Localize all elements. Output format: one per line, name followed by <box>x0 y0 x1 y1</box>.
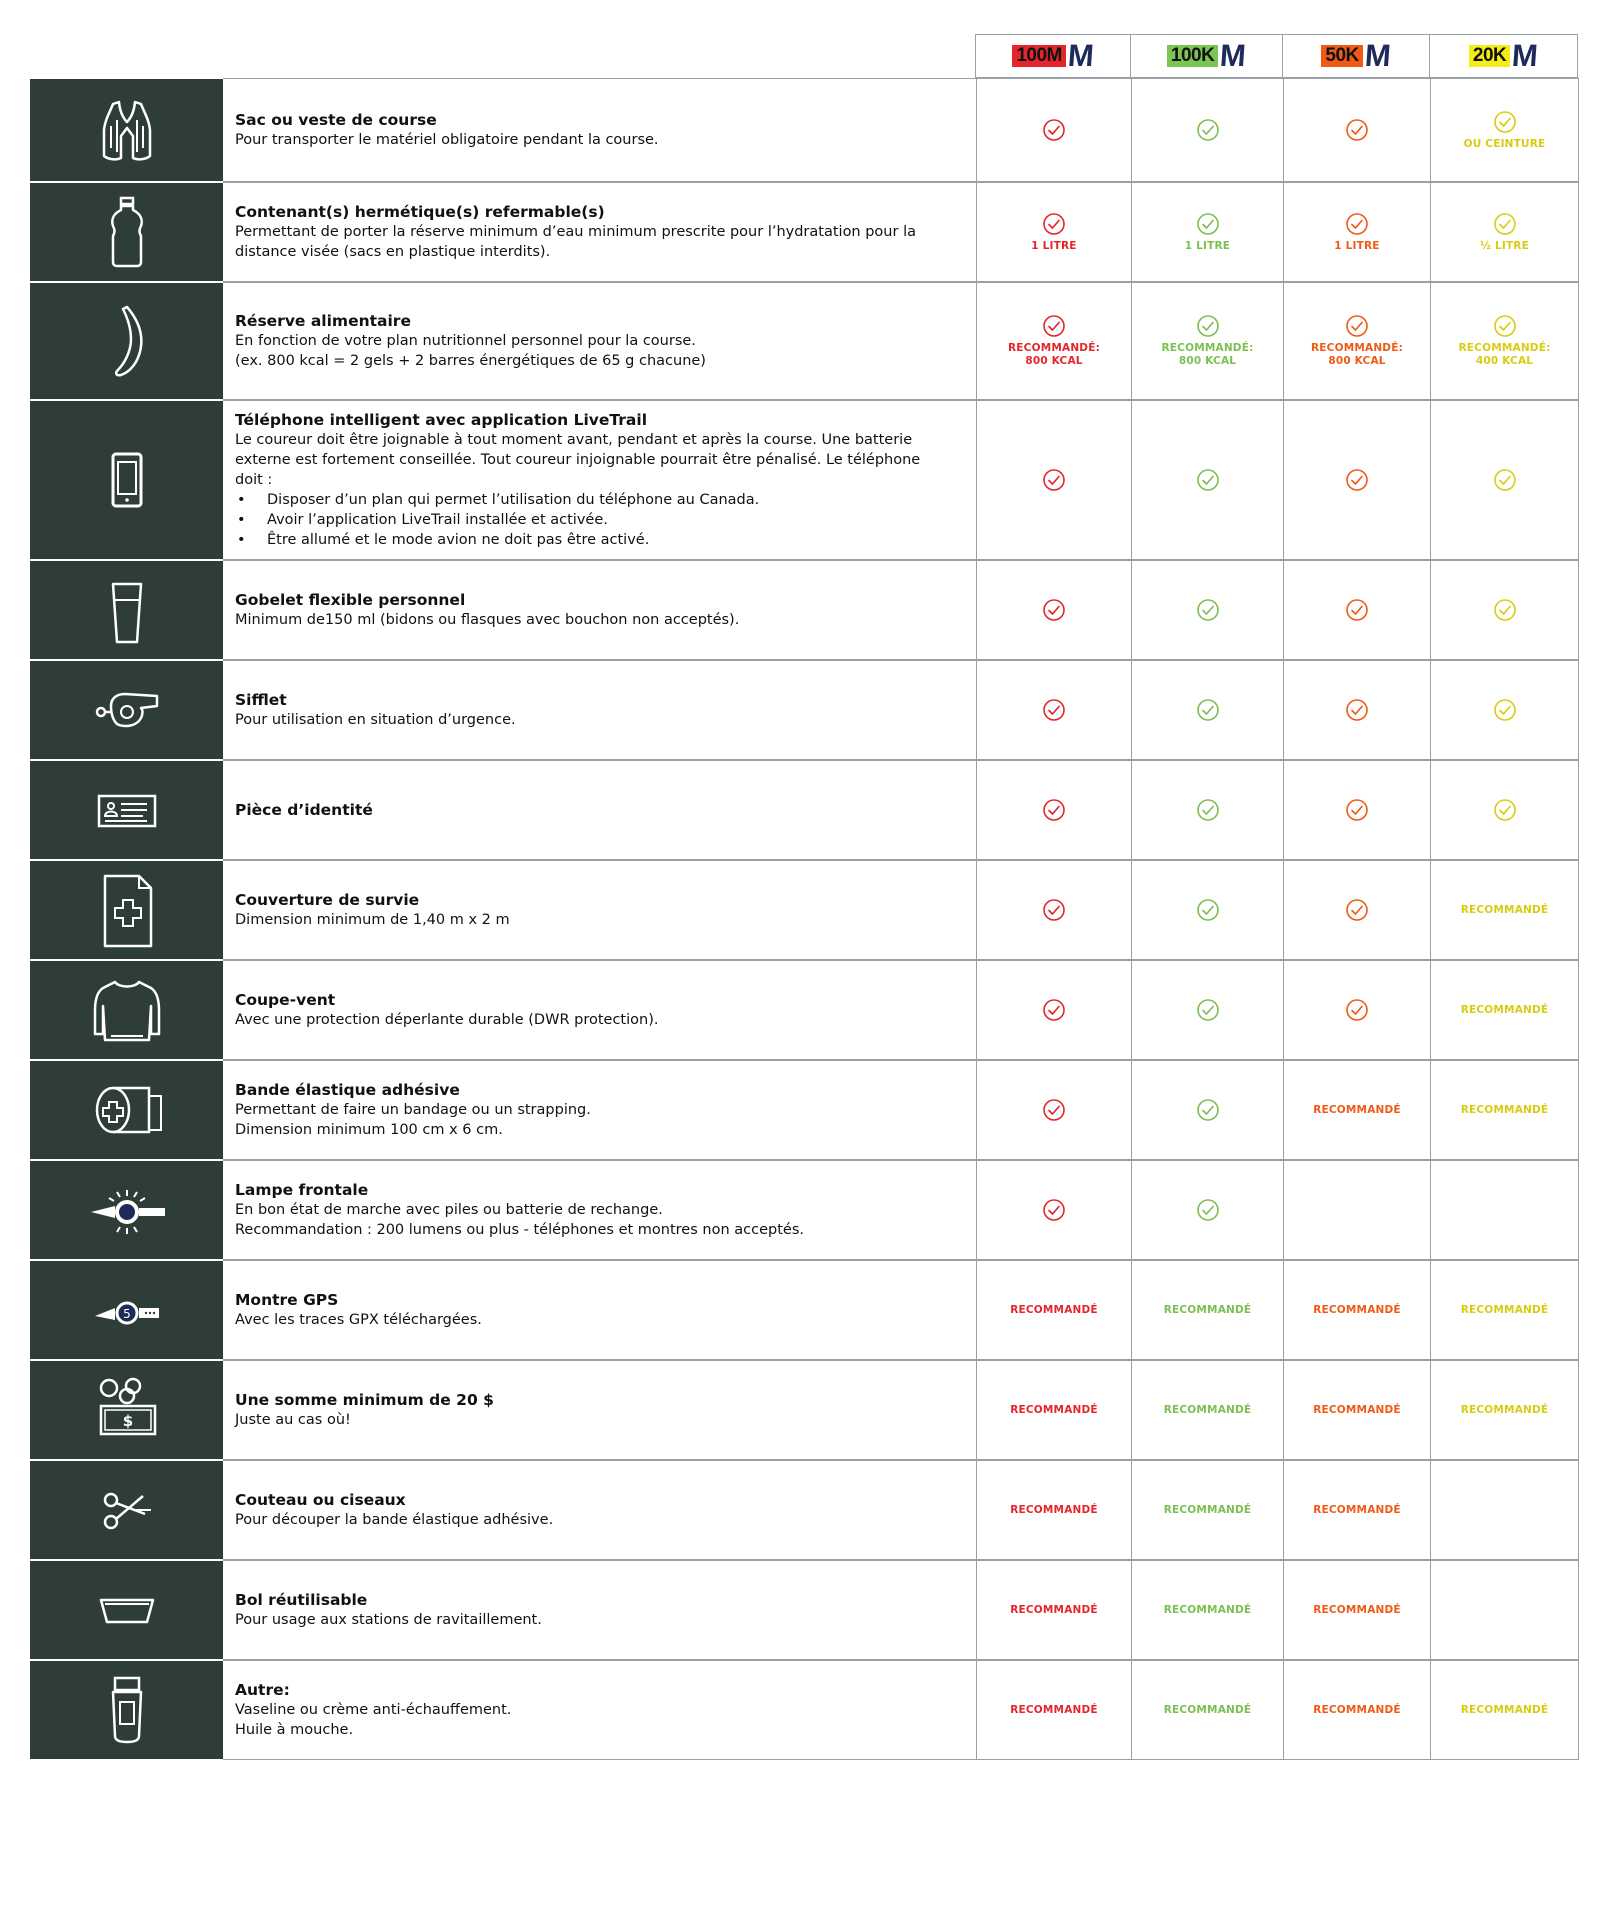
bowl-icon <box>87 1570 167 1650</box>
cream-tube-icon <box>87 1670 167 1750</box>
value-cell <box>976 1560 1132 1660</box>
value-cell <box>1283 282 1431 400</box>
item-description <box>223 1160 977 1260</box>
check-icon <box>1042 1198 1066 1222</box>
brand-logo: M <box>1219 38 1248 73</box>
distance-label: 20K <box>1469 45 1510 67</box>
item-detail: Pour utilisation en situation d’urgence. <box>235 712 516 728</box>
item-description <box>223 560 977 660</box>
check-icon <box>1196 798 1220 822</box>
value-cell <box>1430 1360 1579 1460</box>
smartphone-icon <box>87 440 167 520</box>
item-detail: En fonction de votre plan nutritionnel personnel pour la course. <box>235 333 696 349</box>
item-title: Pièce d’identité <box>235 801 373 819</box>
value-cell <box>1131 1160 1284 1260</box>
item-detail: Juste au cas où! <box>235 1412 351 1428</box>
value-cell <box>1283 182 1431 282</box>
value-text: RECOMMANDÉ <box>1460 1103 1549 1116</box>
value-cell <box>1283 860 1431 960</box>
whistle-icon <box>87 670 167 750</box>
icon-cell <box>30 1661 223 1761</box>
value-cell <box>976 1060 1132 1160</box>
value-text: RECOMMANDÉ <box>1163 1503 1252 1516</box>
table-row <box>30 401 1581 561</box>
value-text: 1 LITRE <box>1031 239 1077 252</box>
value-text: RECOMMANDÉ <box>1313 1303 1401 1316</box>
value-cell <box>976 660 1132 760</box>
item-description <box>223 1560 977 1660</box>
value-cell <box>1131 760 1284 860</box>
check-icon <box>1345 898 1369 922</box>
check-icon <box>1196 118 1220 142</box>
jacket-icon <box>87 970 167 1050</box>
value-cell <box>1283 760 1431 860</box>
value-text: RECOMMANDÉ <box>1313 1603 1401 1616</box>
value-cell <box>1430 660 1579 760</box>
check-icon <box>1345 212 1369 236</box>
bullet-text: Être allumé et le mode avion ne doit pas être activé. <box>267 532 650 548</box>
table-row <box>30 961 1581 1061</box>
check-icon <box>1196 212 1220 236</box>
item-detail: (ex. 800 kcal = 2 gels + 2 barres énergétiques de 65 g chacune) <box>235 353 706 369</box>
check-icon <box>1042 468 1066 492</box>
headlamp-icon <box>87 1170 167 1250</box>
value-text: RECOMMANDÉ: 800 KCAL <box>1008 342 1100 367</box>
value-cell <box>1131 78 1284 182</box>
value-text: RECOMMANDÉ <box>1163 1403 1252 1416</box>
value-cell <box>1283 1660 1431 1760</box>
item-detail: Pour usage aux stations de ravitaillement. <box>235 1612 542 1628</box>
value-cell <box>1283 660 1431 760</box>
check-icon <box>1345 998 1369 1022</box>
item-title: Couverture de survie <box>235 891 420 909</box>
value-cell <box>1430 1160 1579 1260</box>
value-text: RECOMMANDÉ: 800 KCAL <box>1311 342 1403 367</box>
table-row <box>30 283 1581 401</box>
value-cell <box>1430 400 1579 560</box>
check-icon <box>1345 598 1369 622</box>
table-row <box>30 1061 1581 1161</box>
bandage-roll-icon <box>87 1070 167 1150</box>
value-text: RECOMMANDÉ <box>1163 1303 1252 1316</box>
header-col-100m <box>975 34 1131 78</box>
item-title: Gobelet flexible personnel <box>235 591 466 609</box>
value-text: RECOMMANDÉ <box>1460 1303 1549 1316</box>
icon-cell <box>30 761 223 861</box>
table-row <box>30 1661 1581 1761</box>
check-icon <box>1345 314 1369 338</box>
item-detail: Vaseline ou crème anti-échauffement. <box>235 1702 512 1718</box>
value-cell <box>1283 1160 1431 1260</box>
value-cell <box>1283 960 1431 1060</box>
value-cell <box>1131 400 1284 560</box>
bullet-text: Disposer d’un plan qui permet l’utilisation du téléphone au Canada. <box>267 492 760 508</box>
item-detail: distance visée (sacs en plastique interdits). <box>235 244 551 260</box>
header-col-20k <box>1429 34 1578 78</box>
icon-cell <box>30 79 223 183</box>
item-title: Bande élastique adhésive <box>235 1081 460 1099</box>
value-text: 1 LITRE <box>1334 239 1380 252</box>
item-title: Sac ou veste de course <box>235 111 437 129</box>
value-cell <box>1131 1560 1284 1660</box>
value-cell <box>1430 1460 1579 1560</box>
bullet-text: Avoir l’application LiveTrail installée et activée. <box>267 512 608 528</box>
value-cell <box>1430 282 1579 400</box>
item-detail: Huile à mouche. <box>235 1722 354 1738</box>
value-text: RECOMMANDÉ <box>1313 1403 1401 1416</box>
item-description <box>223 1660 977 1760</box>
distance-header <box>976 34 1578 80</box>
value-cell <box>1131 960 1284 1060</box>
value-cell <box>1430 78 1579 182</box>
check-icon <box>1196 598 1220 622</box>
item-detail: Le coureur doit être joignable à tout moment avant, pendant et après la course. Une batterie <box>235 432 913 448</box>
value-cell <box>1283 1560 1431 1660</box>
value-cell <box>1283 78 1431 182</box>
item-description <box>223 1260 977 1360</box>
value-cell <box>976 400 1132 560</box>
icon-cell <box>30 1261 223 1361</box>
bullet-dot: • <box>237 492 246 508</box>
icon-cell <box>30 861 223 961</box>
brand-logo: M <box>1066 38 1095 73</box>
item-description <box>223 1360 977 1460</box>
value-text: ½ LITRE <box>1480 239 1529 252</box>
check-icon <box>1042 314 1066 338</box>
brand-logo: M <box>1511 38 1540 73</box>
header-col-50k <box>1282 34 1430 78</box>
check-icon <box>1196 998 1220 1022</box>
item-detail: Minimum de150 ml (bidons ou flasques avec bouchon non acceptés). <box>235 612 740 628</box>
check-icon <box>1493 598 1517 622</box>
value-cell <box>1131 182 1284 282</box>
value-cell <box>1430 1260 1579 1360</box>
check-icon <box>1345 118 1369 142</box>
value-cell <box>1430 1560 1579 1660</box>
table-row <box>30 183 1581 283</box>
value-cell <box>1131 1360 1284 1460</box>
item-description <box>223 78 977 182</box>
item-detail: Recommandation : 200 lumens ou plus - téléphones et montres non acceptés. <box>235 1222 804 1238</box>
check-icon <box>1196 1198 1220 1222</box>
id-card-icon <box>87 770 167 850</box>
value-cell <box>1283 1060 1431 1160</box>
table-row <box>30 661 1581 761</box>
value-cell <box>1283 560 1431 660</box>
check-icon <box>1042 698 1066 722</box>
item-title: Coupe-vent <box>235 991 336 1009</box>
value-cell <box>1430 1060 1579 1160</box>
value-text: 1 LITRE <box>1184 239 1231 252</box>
icon-cell <box>30 1061 223 1161</box>
value-cell <box>1131 660 1284 760</box>
item-title: Sifflet <box>235 691 287 709</box>
check-icon <box>1042 798 1066 822</box>
scissors-icon <box>87 1470 167 1550</box>
check-icon <box>1196 1098 1220 1122</box>
value-cell <box>976 182 1132 282</box>
value-text: RECOMMANDÉ <box>1010 1303 1098 1316</box>
value-text: RECOMMANDÉ <box>1313 1703 1401 1716</box>
check-icon <box>1493 698 1517 722</box>
bullet-item <box>235 490 957 510</box>
survival-blanket-icon <box>87 870 167 950</box>
check-icon <box>1345 798 1369 822</box>
check-icon <box>1042 598 1066 622</box>
item-description <box>223 1060 977 1160</box>
item-description <box>223 1460 977 1560</box>
money-icon <box>87 1370 167 1450</box>
table-row <box>30 79 1581 183</box>
item-description <box>223 282 977 400</box>
table-row <box>30 1561 1581 1661</box>
value-cell <box>1131 1260 1284 1360</box>
value-text: RECOMMANDÉ <box>1460 1403 1549 1416</box>
value-cell <box>976 1260 1132 1360</box>
value-cell <box>1283 400 1431 560</box>
value-cell <box>1283 1360 1431 1460</box>
table-row <box>30 1461 1581 1561</box>
item-description <box>223 960 977 1060</box>
value-cell <box>976 560 1132 660</box>
svg-text:5: 5 <box>122 1307 131 1321</box>
check-icon <box>1196 698 1220 722</box>
distance-label: 50K <box>1321 45 1362 67</box>
check-icon <box>1345 698 1369 722</box>
value-cell <box>1430 760 1579 860</box>
value-cell <box>1131 1060 1284 1160</box>
banana-icon <box>87 301 167 381</box>
item-title: Réserve alimentaire <box>235 312 411 330</box>
item-title: Contenant(s) hermétique(s) refermable(s) <box>235 203 605 221</box>
water-bottle-icon <box>87 192 167 272</box>
distance-label: 100K <box>1167 45 1218 67</box>
value-cell <box>1283 1260 1431 1360</box>
bullet-item <box>235 530 957 550</box>
bullet-dot: • <box>237 512 246 528</box>
item-detail: Pour découper la bande élastique adhésive. <box>235 1512 554 1528</box>
value-cell <box>976 282 1132 400</box>
table-row <box>30 861 1581 961</box>
icon-cell <box>30 1161 223 1261</box>
check-icon <box>1493 110 1517 134</box>
value-cell <box>976 860 1132 960</box>
value-cell <box>1430 560 1579 660</box>
item-title: Montre GPS <box>235 1291 339 1309</box>
value-cell <box>1131 1660 1284 1760</box>
item-detail: Pour transporter le matériel obligatoire pendant la course. <box>235 132 659 148</box>
check-icon <box>1493 468 1517 492</box>
item-description <box>223 400 977 560</box>
item-detail: En bon état de marche avec piles ou batterie de rechange. <box>235 1202 663 1218</box>
item-title: Une somme minimum de 20 $ <box>235 1391 494 1409</box>
value-text: RECOMMANDÉ <box>1010 1603 1098 1616</box>
icon-cell <box>30 561 223 661</box>
table-row <box>30 1361 1581 1461</box>
value-cell <box>1131 1460 1284 1560</box>
value-text: RECOMMANDÉ <box>1460 1703 1549 1716</box>
distance-label: 100M <box>1012 45 1066 67</box>
value-text: RECOMMANDÉ <box>1313 1503 1401 1516</box>
item-detail: Dimension minimum 100 cm x 6 cm. <box>235 1122 503 1138</box>
value-text: RECOMMANDÉ <box>1010 1503 1098 1516</box>
icon-cell <box>30 183 223 283</box>
icon-cell <box>30 283 223 401</box>
check-icon <box>1042 898 1066 922</box>
check-icon <box>1042 212 1066 236</box>
check-icon <box>1345 468 1369 492</box>
item-description <box>223 860 977 960</box>
item-detail: Permettant de porter la réserve minimum d’eau minimum prescrite pour l’hydratation pour la <box>235 224 916 240</box>
value-cell <box>976 1460 1132 1560</box>
value-cell <box>1430 860 1579 960</box>
bullet-item <box>235 510 957 530</box>
item-detail: Permettant de faire un bandage ou un strapping. <box>235 1102 591 1118</box>
table-row <box>30 1161 1581 1261</box>
table-row <box>30 761 1581 861</box>
check-icon <box>1493 314 1517 338</box>
svg-text:$: $ <box>122 1412 133 1430</box>
value-text: RECOMMANDÉ <box>1010 1403 1098 1416</box>
value-cell <box>976 78 1132 182</box>
table-row <box>30 561 1581 661</box>
value-text: RECOMMANDÉ <box>1460 1003 1549 1016</box>
item-title: Lampe frontale <box>235 1181 369 1199</box>
value-cell <box>976 760 1132 860</box>
value-cell <box>1131 860 1284 960</box>
check-icon <box>1196 468 1220 492</box>
icon-cell <box>30 1461 223 1561</box>
value-text: RECOMMANDÉ <box>1313 1103 1401 1116</box>
value-cell <box>1283 1460 1431 1560</box>
value-text: RECOMMANDÉ: 400 KCAL <box>1458 342 1551 367</box>
running-vest-icon <box>87 90 167 170</box>
item-title: Bol réutilisable <box>235 1591 368 1609</box>
item-title: Téléphone intelligent avec application LiveTrail <box>235 411 648 429</box>
check-icon <box>1493 798 1517 822</box>
header-col-100k <box>1130 34 1283 78</box>
value-cell <box>976 1160 1132 1260</box>
value-text: RECOMMANDÉ <box>1010 1703 1098 1716</box>
value-cell <box>976 1660 1132 1760</box>
item-title: Autre: <box>235 1681 290 1699</box>
value-cell <box>1430 960 1579 1060</box>
value-cell <box>1430 182 1579 282</box>
item-description <box>223 660 977 760</box>
item-detail: Avec une protection déperlante durable (DWR protection). <box>235 1012 659 1028</box>
value-text: RECOMMANDÉ: 800 KCAL <box>1161 342 1254 367</box>
icon-cell <box>30 1561 223 1661</box>
icon-cell <box>30 661 223 761</box>
value-cell <box>976 960 1132 1060</box>
value-text: RECOMMANDÉ <box>1163 1603 1252 1616</box>
brand-logo: M <box>1363 38 1392 73</box>
check-icon <box>1042 998 1066 1022</box>
value-cell <box>976 1360 1132 1460</box>
item-detail: doit : <box>235 472 273 488</box>
value-cell <box>1131 560 1284 660</box>
bullet-dot: • <box>237 532 246 548</box>
item-title: Couteau ou ciseaux <box>235 1491 406 1509</box>
value-cell <box>1131 282 1284 400</box>
value-cell <box>1430 1660 1579 1760</box>
value-text: RECOMMANDÉ <box>1460 903 1549 916</box>
value-text: OU CEINTURE <box>1463 137 1546 150</box>
icon-cell <box>30 961 223 1061</box>
gps-watch-icon <box>87 1270 167 1350</box>
value-text: RECOMMANDÉ <box>1163 1703 1252 1716</box>
check-icon <box>1042 1098 1066 1122</box>
item-description <box>223 182 977 282</box>
icon-cell <box>30 401 223 561</box>
item-detail: Avec les traces GPX téléchargées. <box>235 1312 482 1328</box>
check-icon <box>1196 898 1220 922</box>
cup-icon <box>87 570 167 650</box>
item-detail: externe est fortement conseillée. Tout coureur injoignable pourrait être pénalisé. Le téléphone <box>235 452 921 468</box>
item-description <box>223 760 977 860</box>
item-detail: Dimension minimum de 1,40 m x 2 m <box>235 912 510 928</box>
icon-cell <box>30 1361 223 1461</box>
check-icon <box>1493 212 1517 236</box>
check-icon <box>1196 314 1220 338</box>
table-row <box>30 1261 1581 1361</box>
check-icon <box>1042 118 1066 142</box>
